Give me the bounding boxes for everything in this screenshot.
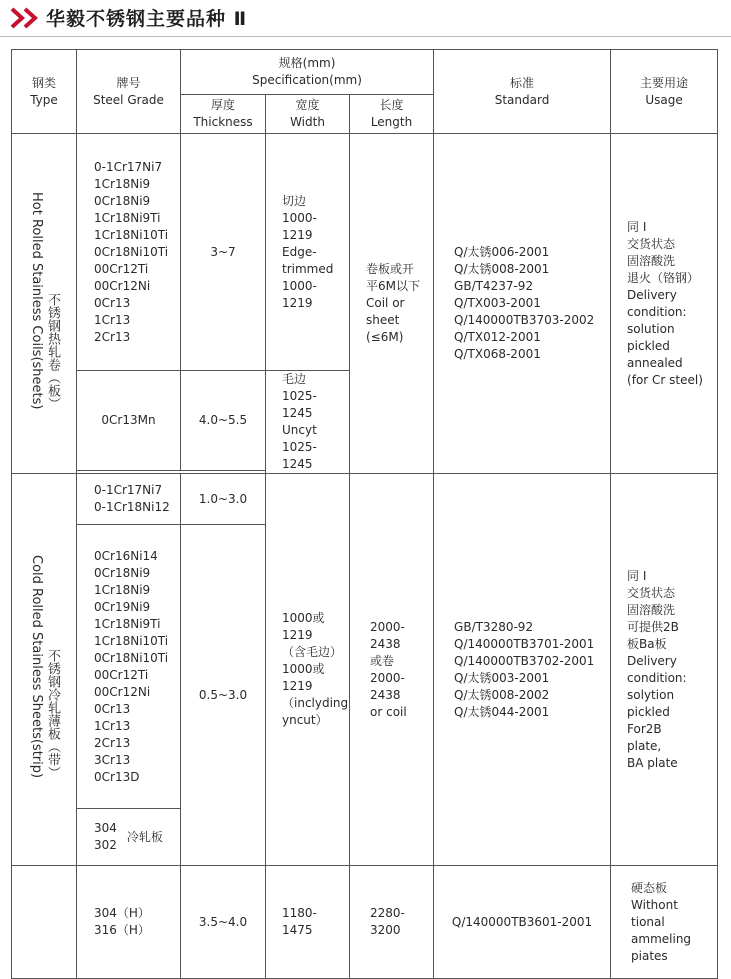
cell-line: 0-1Cr17Ni7 bbox=[94, 483, 163, 497]
hard-type-cell bbox=[12, 866, 77, 979]
cold-standards bbox=[434, 474, 611, 866]
cell-line: piates bbox=[631, 948, 668, 963]
cell-line: 1Cr13 bbox=[94, 718, 131, 733]
hot-standards bbox=[434, 134, 611, 474]
header-thickness: 厚度 Thickness bbox=[181, 95, 266, 134]
cell-line: 0Cr13D bbox=[94, 769, 140, 784]
cell-line: or coil bbox=[370, 704, 407, 719]
cell-line: 固溶酸洗 bbox=[627, 253, 676, 268]
cell-line: 交货状态 bbox=[627, 585, 676, 600]
cell-line: 1Cr18Ni9Ti bbox=[94, 616, 161, 631]
cell-line: （含毛边） bbox=[282, 645, 343, 659]
cell-line: sheet bbox=[366, 313, 400, 327]
cell-line: 3200 bbox=[370, 923, 401, 937]
cell-line: ammeling bbox=[631, 931, 692, 946]
hard-thickness: 3.5~4.0 bbox=[181, 866, 266, 979]
cell-line: 00Cr12Ni bbox=[94, 278, 151, 293]
cell-line: 1Cr18Ni9 bbox=[94, 176, 151, 191]
cell-line: 1000- bbox=[282, 210, 317, 225]
cold-grades-a bbox=[77, 474, 181, 525]
cell-line: solution bbox=[627, 321, 675, 336]
cell-line: pickled bbox=[627, 338, 670, 353]
cell-line: 或卷 bbox=[370, 653, 395, 668]
cell-line: 3Cr13 bbox=[94, 752, 131, 767]
cell-line: 0-1Cr18Ni12 bbox=[94, 500, 170, 514]
cell-line: 1000- bbox=[282, 278, 317, 293]
cell-line: 1Cr13 bbox=[94, 312, 131, 327]
cell-line: yncut） bbox=[282, 713, 328, 727]
cell-line: 0Cr18Ni10Ti bbox=[94, 244, 169, 259]
hot-type-cell bbox=[12, 134, 77, 474]
hot-grade-b: 0Cr13Mn bbox=[77, 371, 181, 471]
cell-line: Q/太锈008-2002 bbox=[454, 687, 550, 702]
cell-line: (for Cr steel) bbox=[627, 372, 703, 387]
cell-line: 1025- bbox=[282, 440, 317, 454]
cell-line: Q/140000TB3703-2002 bbox=[454, 313, 595, 327]
header-divider bbox=[0, 36, 731, 37]
cell-line: 1000或 bbox=[282, 611, 325, 625]
cell-line: pickled bbox=[627, 704, 670, 719]
cell-line: 1000或 bbox=[282, 662, 325, 676]
hard-width bbox=[266, 866, 350, 979]
header-width: 宽度 Width bbox=[266, 95, 350, 134]
cell-line: 2438 bbox=[370, 687, 401, 702]
cell-line: tional bbox=[631, 914, 665, 929]
cell-line: plate, bbox=[627, 738, 662, 753]
cell-line: condition: bbox=[627, 670, 687, 685]
hot-length bbox=[350, 134, 434, 474]
cell-line: Q/TX012-2001 bbox=[454, 330, 541, 344]
cell-line: 1475 bbox=[282, 923, 313, 937]
cell-line: 1Cr18Ni9Ti bbox=[94, 210, 161, 225]
header-grade: 牌号 Steel Grade bbox=[77, 50, 181, 134]
cell-line: 1245 bbox=[282, 406, 313, 420]
cell-line: 固溶酸洗 bbox=[627, 602, 676, 617]
cell-line: 1Cr18Ni10Ti bbox=[94, 227, 169, 242]
cell-line: Q/太锈003-2001 bbox=[454, 670, 550, 685]
cell-line: 平6M以下 bbox=[366, 279, 420, 293]
cell-line: 1219 bbox=[282, 628, 313, 642]
cell-line: 2000- bbox=[370, 670, 405, 685]
cell-line: Coil or bbox=[366, 296, 405, 310]
cell-line: 切边 bbox=[282, 193, 307, 208]
hard-grades bbox=[77, 866, 181, 979]
hot-width-trimmed bbox=[266, 134, 350, 371]
cell-line: 同 Ⅰ bbox=[627, 568, 647, 583]
hard-length bbox=[350, 866, 434, 979]
cell-line: Q/TX068-2001 bbox=[454, 347, 541, 361]
cell-line: condition: bbox=[627, 304, 687, 319]
cell-line: 1Cr18Ni10Ti bbox=[94, 633, 169, 648]
cell-line: 1180- bbox=[282, 906, 317, 920]
cell-line: 同 Ⅰ bbox=[627, 219, 647, 234]
cell-line: 1219 bbox=[282, 679, 313, 693]
header-usage: 主要用途 Usage bbox=[611, 50, 718, 134]
cell-line: 0Cr18Ni9 bbox=[94, 565, 151, 580]
cold-usage bbox=[611, 474, 718, 866]
hot-usage bbox=[611, 134, 718, 474]
hot-grades-a bbox=[77, 134, 181, 371]
cell-line: Q/TX003-2001 bbox=[454, 296, 541, 310]
cell-line: 1219 bbox=[282, 295, 313, 310]
hot-thickness-a: 3~7 bbox=[181, 134, 266, 371]
cell-line: 可提供2B bbox=[627, 619, 679, 634]
cell-line: trimmed bbox=[282, 261, 334, 276]
cold-thickness-b: 0.5~3.0 bbox=[181, 525, 266, 866]
hard-usage bbox=[611, 866, 718, 979]
cell-line: Q/太锈006-2001 bbox=[454, 245, 550, 259]
hot-width-uncut bbox=[266, 371, 350, 474]
cell-line: Delivery bbox=[627, 287, 677, 302]
hot-type-label-cn: 不锈钢热轧卷（板） bbox=[45, 292, 60, 410]
cold-thickness-a: 1.0~3.0 bbox=[181, 474, 266, 525]
cell-line: Q/140000TB3701-2001 bbox=[454, 636, 595, 651]
header-type: 钢类 Type bbox=[12, 50, 77, 134]
cell-line: Edge- bbox=[282, 244, 317, 259]
hot-thickness-b: 4.0~5.5 bbox=[181, 371, 266, 471]
cell-line: 0Cr13 bbox=[94, 295, 131, 310]
cell-line: 2438 bbox=[370, 636, 401, 651]
cold-type-label-cn: 不锈钢冷轧薄板（带） bbox=[45, 648, 60, 779]
cell-line: 交货状态 bbox=[627, 236, 676, 251]
cold-type-cell bbox=[12, 474, 77, 866]
cell-line: 卷板或开 bbox=[366, 262, 415, 276]
cell-line: 0Cr13 bbox=[94, 701, 131, 716]
cell-line: For2B bbox=[627, 721, 662, 736]
hot-type-label-en: Hot Rolled Stainless Coils(sheets) bbox=[29, 192, 44, 410]
cell-line: （inclyding bbox=[282, 696, 349, 710]
page-header bbox=[0, 0, 731, 38]
cell-line: 毛边 bbox=[282, 372, 307, 386]
cell-line: 00Cr12Ni bbox=[94, 684, 151, 699]
cell-line: 316（H） bbox=[94, 923, 150, 937]
cold-grades-b bbox=[77, 525, 181, 809]
cell-line: GB/T3280-92 bbox=[454, 619, 534, 634]
double-chevron-icon bbox=[10, 7, 40, 29]
steel-spec-table bbox=[11, 49, 718, 979]
cell-line: 0Cr18Ni9 bbox=[94, 193, 151, 208]
cell-line: annealed bbox=[627, 355, 683, 370]
cell-line: 1025- bbox=[282, 389, 317, 403]
cold-type-label-en: Cold Rolled Stainless Sheets(strip) bbox=[29, 555, 44, 779]
cell-line: 00Cr12Ti bbox=[94, 261, 149, 276]
header-spec: 规格(mm) Specification(mm) bbox=[181, 50, 434, 95]
cell-line: GB/T4237-92 bbox=[454, 279, 534, 293]
cell-line: 0-1Cr17Ni7 bbox=[94, 159, 163, 174]
cell-line: 板Ba板 bbox=[627, 636, 667, 651]
cell-line: 1Cr18Ni9 bbox=[94, 582, 151, 597]
cell-line: 00Cr12Ti bbox=[94, 667, 149, 682]
cell-line: 0Cr16Ni14 bbox=[94, 548, 158, 563]
cell-line: solytion bbox=[627, 687, 675, 702]
cell-line: 2Cr13 bbox=[94, 329, 131, 344]
cell-line: 2Cr13 bbox=[94, 735, 131, 750]
cell-line: Delivery bbox=[627, 653, 677, 668]
cell-line: Withont bbox=[631, 897, 678, 912]
cell-line: BA plate bbox=[627, 755, 678, 770]
cell-line: 退火（铬钢） bbox=[627, 270, 700, 285]
hard-standard: Q/140000TB3601-2001 bbox=[434, 866, 611, 979]
cell-line: Q/太锈044-2001 bbox=[454, 704, 550, 719]
header-standard: 标准 Standard bbox=[434, 50, 611, 134]
cell-line: Uncyt bbox=[282, 423, 317, 437]
cell-line: 硬态板 bbox=[631, 880, 668, 895]
cell-line: 1245 bbox=[282, 457, 313, 471]
cell-line: Q/140000TB3702-2001 bbox=[454, 653, 595, 668]
hot-grade-list bbox=[77, 159, 180, 346]
header-length: 长度 Length bbox=[350, 95, 434, 134]
cell-line: 0Cr19Ni9 bbox=[94, 599, 151, 614]
cell-line: 2000- bbox=[370, 619, 405, 634]
page-title: 华毅不锈钢主要品种 Ⅱ bbox=[46, 8, 248, 30]
cell-line: 2280- bbox=[370, 906, 405, 920]
cell-line: Q/太锈008-2001 bbox=[454, 262, 550, 276]
cell-line: 0Cr18Ni10Ti bbox=[94, 650, 169, 665]
cell-line: 304（H） bbox=[94, 906, 150, 920]
cell-line: (≤6M) bbox=[366, 330, 404, 344]
cell-line: 1219 bbox=[282, 227, 313, 242]
cold-grades-c: 304 302 冷轧板 bbox=[77, 809, 181, 866]
cold-length bbox=[350, 474, 434, 866]
cold-width bbox=[266, 474, 350, 866]
